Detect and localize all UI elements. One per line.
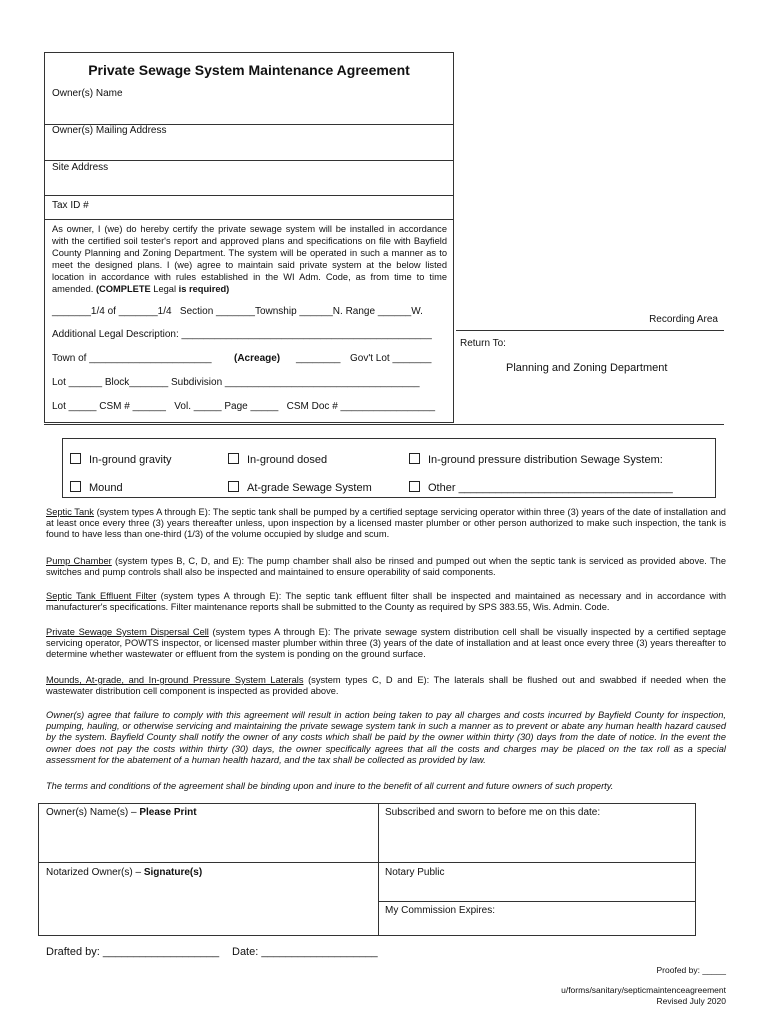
pump-chamber-heading: Pump Chamber	[46, 556, 112, 566]
checkbox[interactable]	[409, 481, 420, 492]
file-path: u/forms/sanitary/septicmaintenceagreement	[561, 985, 726, 995]
divider	[44, 160, 454, 161]
proofed-by: Proofed by: _____	[656, 965, 726, 975]
laterals-body: (system types C, D and E): The laterals shall be flushed out and swabbed if needed when the wastewater distribution cell component is inspected as provided above.	[46, 675, 726, 697]
notarized-signature-field[interactable]	[46, 867, 202, 878]
town-field[interactable]: Town of ______________________	[52, 353, 212, 364]
acreage-label: (Acreage)	[234, 353, 281, 364]
terms-paragraph: The terms and conditions of the agreement shall be binding upon and inure to the benefit of all current and future owners of such property.	[46, 781, 614, 791]
dispersal-cell-body: (system types A through E): The private sewage system distribution cell shall be visually inspected by a certified septage servicing operator, POWTS inspector, or licensed master plumber within three (3) years of the date of installation and at least once every three (3) years thereafter to determine whether wastewater or effluent from the system is ponding on the ground surface.	[46, 627, 726, 660]
effluent-filter-body: (system types A through E): The septic tank effluent filter shall be inspected and maintained as necessary and in accordance with manufacturer's specifications. Filter maintenance reports shall be submitted to the County as required by SPS 383.55, Wis. Admin. Code.	[46, 591, 727, 613]
owners-print-bold: Please Print	[139, 807, 197, 818]
dispersal-cell-paragraph	[46, 627, 726, 661]
lot-block-field[interactable]: Lot ______ Block_______ Subdivision ___________________________________	[52, 377, 420, 388]
site-address-label: Site Address	[52, 162, 109, 173]
owners-name-label: Owner(s) Name	[52, 88, 123, 99]
table-divider	[38, 862, 696, 863]
drafted-by-field[interactable]: Drafted by: ___________________	[46, 946, 220, 958]
recording-divider	[456, 330, 724, 331]
checkbox[interactable]	[409, 453, 420, 464]
certify-paragraph	[52, 223, 447, 295]
form-title: Private Sewage System Maintenance Agreement	[88, 62, 410, 78]
septic-tank-heading: Septic Tank	[46, 507, 94, 517]
effluent-filter-heading: Septic Tank Effluent Filter	[46, 591, 157, 601]
agreement-paragraph: Owner(s) agree that failure to comply with this agreement will result in action being taken to pay all charges and costs incurred by Bayfield County for inspection, pumping, hauling, or otherwise servicing and maintaining the private sewage system tank in such a manner as to prevent or abate any human health hazard caused by the system. Bayfield County shall notify the owner of any costs which shall be paid by the owner within thirty (30) days from the date of notice. In the event the owner does not pay the costs within thirty (30) days, the owner specifically agrees that all the costs and charges may be placed on the tax roll as a special assessment for the abatement of a human health hazard, and the tax shall be collected as provided by law.	[46, 710, 726, 765]
additional-legal[interactable]: Additional Legal Description: _____________________________________________	[52, 329, 432, 340]
septic-tank-body: (system types A through E): The septic tank shall be pumped by a certified septage servicing operator within three (3) years of the date of installation and at least once every three (3) years thereafter unless, upon inspection by a licensed master plumber or other person authorized to make such inspection, the tank is found to have less than one-third (1/3) of the volume occupied by sludge and scum.	[46, 507, 726, 540]
recording-area-label: Recording Area	[649, 314, 718, 325]
option-label: Other ___________________________________	[428, 482, 673, 494]
septic-tank-paragraph	[46, 507, 726, 541]
option-label: At-grade Sewage System	[247, 482, 372, 494]
option-in-ground-pressure[interactable]	[409, 453, 663, 466]
date-field[interactable]: Date: ___________________	[232, 946, 378, 958]
divider	[44, 195, 454, 196]
effluent-filter-paragraph	[46, 591, 726, 613]
dispersal-cell-heading: Private Sewage System Dispersal Cell	[46, 627, 209, 637]
acreage-field[interactable]: ________	[296, 353, 341, 364]
table-divider	[378, 803, 379, 936]
option-in-ground-gravity[interactable]	[70, 453, 172, 466]
commission-expires-label: My Commission Expires:	[385, 905, 496, 916]
department-name: Planning and Zoning Department	[506, 362, 668, 374]
subscribed-label: Subscribed and sworn to before me on this date:	[385, 807, 601, 818]
option-label: In-ground gravity	[89, 454, 172, 466]
return-to-label: Return To:	[460, 338, 506, 349]
owners-print-label: Owner(s) Name(s) –	[46, 807, 140, 818]
tax-id-label: Tax ID #	[52, 200, 89, 211]
owners-print-field[interactable]	[46, 807, 197, 818]
revised-date: Revised July 2020	[656, 996, 726, 1006]
option-other[interactable]	[409, 481, 673, 494]
certify-bold: (COMPLETE	[95, 284, 151, 294]
laterals-paragraph	[46, 675, 726, 697]
section-rule	[44, 424, 724, 425]
certify-bold-2: is required)	[178, 284, 230, 294]
option-at-grade[interactable]	[228, 481, 372, 494]
option-label: Mound	[89, 482, 123, 494]
notarized-bold: Signature(s)	[143, 867, 203, 878]
checkbox[interactable]	[228, 481, 239, 492]
certify-text: As owner, I (we) do hereby certify the private sewage system will be installed in accordance with the certified soil tester's report and approved plans and specifications on file with Bayfield County Planning and Zoning Department. The system will be operated in such a manner as to meet the designed plans. I (we) agree to maintain said private system at the below listed location in accordance with rules established in the WI Adm. Code, as from time to time amended.	[52, 224, 447, 294]
checkbox[interactable]	[70, 453, 81, 464]
govt-lot-field[interactable]: Gov't Lot _______	[350, 353, 432, 364]
table-divider	[378, 901, 696, 902]
notarized-label: Notarized Owner(s) –	[46, 867, 144, 878]
checkbox[interactable]	[70, 481, 81, 492]
checkbox[interactable]	[228, 453, 239, 464]
option-label: In-ground dosed	[247, 454, 328, 466]
lot-csm-field[interactable]: Lot _____ CSM # ______ Vol. _____ Page _____ CSM Doc # _________________	[52, 401, 436, 412]
pump-chamber-body: (system types B, C, D, and E): The pump chamber shall also be rinsed and pumped out when the septic tank is serviced as provided above. The switches and pump controls shall also be inspected and maintained to ensure operability of said components.	[46, 556, 726, 578]
option-label: In-ground pressure distribution Sewage System:	[428, 454, 663, 466]
divider	[44, 219, 454, 220]
legal-line[interactable]: _______1/4 of _______1/4 Section _______Township ______N. Range ______W.	[52, 306, 423, 317]
pump-chamber-paragraph	[46, 556, 726, 578]
option-in-ground-dosed[interactable]	[228, 453, 327, 466]
notary-public-label: Notary Public	[385, 867, 445, 878]
option-mound[interactable]	[70, 481, 123, 494]
certify-mid: Legal	[153, 284, 177, 294]
laterals-heading: Mounds, At-grade, and In-ground Pressure System Laterals	[46, 675, 304, 685]
mailing-address-label: Owner(s) Mailing Address	[52, 125, 167, 136]
